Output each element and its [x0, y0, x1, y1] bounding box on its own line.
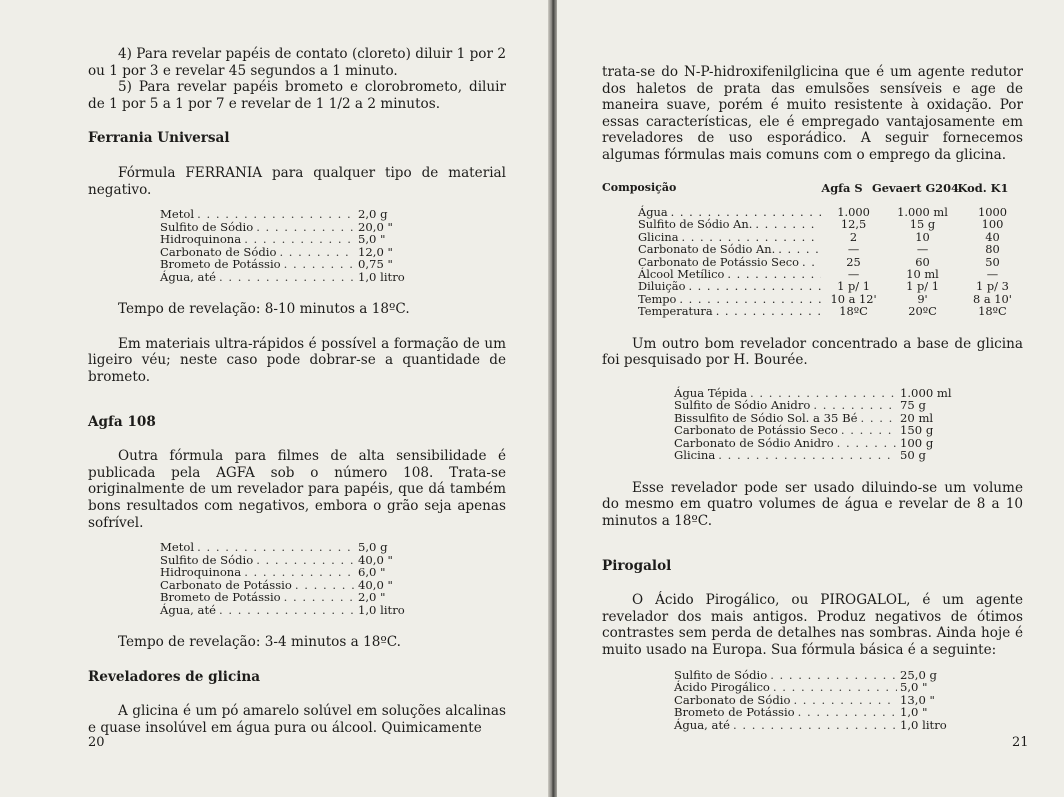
amount: 20 ml [900, 410, 934, 425]
paragraph: Um outro bom revelador concentrado a base de glicina foi pesquisado por H. Bourée. [602, 335, 1023, 369]
paragraph: 5) Para revelar papéis brometo e clorobrometo, diluir de 1 por 5 a 1 por 7 e revelar de 1 1/2 a 2 minutos. [88, 79, 506, 112]
book-gutter [548, 0, 557, 797]
cell: 10 a 12' [830, 291, 877, 306]
ingredient: Carbonato de Potássio [160, 577, 292, 592]
cell: 20ºC [908, 304, 937, 319]
cell: — [986, 267, 999, 281]
right-page-text [602, 64, 1023, 731]
amount: 13,0 " [900, 692, 935, 707]
formula-row [160, 591, 410, 604]
formula-agfa-108 [160, 541, 410, 616]
ingredient: Carbonato de Sódio [674, 692, 791, 707]
paragraph: O Ácido Pirogálico, ou PIROGALOL, é um agente revelador dos mais antigos. Produz negativos de ótimos contrastes sem perda de detalhes nas sombras. Ainda hoje é muito usado na Europa. Sua fórmula básica é a seguinte: [602, 592, 1023, 658]
cell: 1 p/ 3 [976, 279, 1009, 294]
paragraph: A glicina é um pó amarelo solúvel em soluções alcalinas e quase insolúvel em água pura ou álcool. Quimicamente [88, 703, 506, 736]
cell: 1.000 [837, 204, 870, 219]
composition-header [602, 182, 1023, 194]
paragraph: trata-se do N-P-hidroxifenilglicina que é um agente redutor dos haletos de prata das emulsões sensíveis e age de maneira suave, porém é muito resistente à oxidação. Por essas características, ele é empregado vantajosamente em reveladores de uso esporádico. A seguir fornecemos algumas fórmulas mais comuns com o emprego da glicina. [602, 64, 1023, 163]
ingredient: Água, até [160, 269, 216, 284]
amount: 75 g [900, 398, 926, 413]
cell: 8 a 10' [973, 291, 1012, 306]
ingredient: Hidroquinona [160, 565, 242, 580]
amount: 6,0 " [358, 565, 386, 580]
amount: 1,0 litro [900, 717, 947, 732]
amount: 5,0 " [900, 680, 928, 695]
paragraph: Tempo de revelação: 8-10 minutos a 18ºC. [118, 301, 410, 318]
cell: 60 [915, 254, 930, 269]
cell: 10 ml [906, 267, 939, 281]
ingredient: Água, até [674, 717, 730, 732]
section-heading: Ferrania Universal [88, 130, 230, 147]
amount: 1,0 " [900, 705, 928, 720]
cell: 1.000 ml [897, 204, 948, 219]
amount: 40,0 " [358, 577, 393, 592]
ingredient: Sulfito de Sódio [674, 667, 768, 682]
cell: 10 [915, 229, 930, 244]
amount: 2,0 " [358, 590, 386, 605]
amount: 150 g [900, 423, 934, 438]
amount: 100 g [900, 435, 934, 450]
table-row [638, 243, 1023, 255]
formula-row [160, 233, 410, 246]
formula-row [674, 681, 952, 694]
amount: 20,0 " [358, 219, 393, 234]
cell: 12,5 [840, 217, 867, 232]
formula-row [160, 604, 410, 617]
paragraph: Esse revelador pode ser usado diluindo-se um volume do mesmo em quatro volumes de água e revelar de 8 a 10 minutos a 18ºC. [602, 479, 1023, 529]
page-number: 20 [88, 735, 105, 750]
cell: 1000 [977, 204, 1007, 219]
ingredient: Metol [160, 540, 195, 555]
cell: 2 [849, 229, 858, 244]
amount: 1.000 ml [900, 385, 952, 400]
formula-row [674, 706, 952, 719]
amount: 5,0 g [358, 540, 388, 555]
cell: 80 [985, 242, 1000, 257]
table-row [638, 305, 1023, 317]
cell: 9' [917, 291, 928, 306]
cell: 50 [985, 254, 1000, 269]
cell: — [847, 242, 860, 257]
ingredient: Sulfito de Sódio [160, 552, 254, 567]
cell: 15 g [909, 217, 936, 232]
ingredient: Brometo de Potássio [160, 590, 281, 605]
left-page-text [88, 46, 506, 736]
ingredient: Carbonato de Sódio Anidro [674, 435, 834, 450]
paragraph: Em materiais ultra-rápidos é possível a formação de um ligeiro véu; neste caso pode dobrar-se a quantidade de brometo. [88, 335, 506, 385]
cell: 1 p/ 1 [906, 279, 939, 294]
ingredient: Diluição [638, 279, 686, 294]
cell: 40 [985, 229, 1000, 244]
amount: 12,0 " [358, 244, 393, 259]
ingredient: Ácido Pirogálico [674, 680, 770, 695]
formula-ferrania [160, 208, 410, 283]
table-row [638, 218, 1023, 230]
ingredient: Glicina [638, 229, 679, 244]
formula-row [160, 258, 410, 271]
ingredient: Água [638, 204, 668, 219]
amount: 1,0 litro [358, 269, 405, 284]
table-row [638, 268, 1023, 280]
formula-row [674, 424, 952, 437]
ingredient: Brometo de Potássio [160, 257, 281, 272]
formula-row [674, 719, 952, 732]
formula-boure [674, 387, 952, 462]
ingredient: Carbonato de Sódio An. [638, 242, 776, 257]
amount: 40,0 " [358, 552, 393, 567]
formula-pirogalol [674, 669, 952, 732]
ingredient: Tempo [638, 291, 677, 306]
ingredient: Brometo de Potássio [674, 705, 795, 720]
paragraph: 4) Para revelar papéis de contato (cloreto) diluir 1 por 2 ou 1 por 3 e revelar 45 segundos a 1 minuto. [88, 46, 506, 79]
page-number: 21 [1012, 735, 1029, 750]
formula-row [674, 449, 952, 462]
ingredient: Glicina [674, 448, 716, 463]
paragraph: Fórmula FERRANIA para qualquer tipo de material negativo. [88, 164, 506, 198]
paragraph: Outra fórmula para filmes de alta sensibilidade é publicada pela AGFA sob o número 108. Trata-se originalmente de um revelador para papéis, que dá também bons resultados com negativos, embora o grão seja apenas sofrível. [88, 448, 506, 531]
cell: 25 [846, 254, 861, 269]
composition-title: Composição [602, 180, 677, 194]
ingredient: Hidroquinona [160, 232, 242, 247]
cell: 18ºC [978, 304, 1007, 319]
formula-row [674, 399, 952, 412]
section-heading: Agfa 108 [88, 413, 156, 430]
cell: — [847, 267, 860, 281]
formula-row [160, 566, 410, 579]
paragraph: Tempo de revelação: 3-4 minutos a 18ºC. [118, 634, 401, 651]
ingredient: Sulfito de Sódio [160, 219, 254, 234]
ingredient: Sulfito de Sódio An. [638, 217, 753, 232]
ingredient: Carbonato de Potássio Seco [674, 423, 838, 438]
ingredient: Metol [160, 207, 195, 222]
ingredient: Água Tépida [674, 385, 748, 400]
column-header: Gevaert G204 [872, 180, 959, 195]
column-header: Kod. K1 [957, 180, 1009, 195]
ingredient: Bissulfito de Sódio Sol. a 35 Bé [674, 410, 858, 425]
amount: 2,0 g [358, 207, 388, 222]
column-header: Agfa S [821, 180, 863, 195]
ingredient: Água, até [160, 602, 216, 617]
amount: 50 g [900, 448, 926, 463]
ingredient: Temperatura [638, 304, 713, 319]
formula-row [160, 208, 410, 221]
ingredient: Carbonato de Potássio Seco [638, 254, 799, 269]
formula-row [160, 271, 410, 284]
ingredient: Sulfito de Sódio Anidro [674, 398, 811, 413]
amount: 1,0 litro [358, 602, 405, 617]
ingredient: Carbonato de Sódio [160, 244, 277, 259]
cell: — [916, 242, 929, 257]
ingredient: Álcool Metílico [638, 267, 725, 281]
amount: 5,0 " [358, 232, 386, 247]
cell: 100 [981, 217, 1004, 232]
cell: 1 p/ 1 [837, 279, 870, 294]
section-heading: Reveladores de glicina [88, 668, 261, 685]
section-heading: Pirogalol [602, 557, 672, 574]
composition-table [602, 182, 1023, 318]
amount: 25,0 g [900, 667, 937, 682]
cell: 18ºC [839, 304, 868, 319]
formula-row [160, 541, 410, 554]
table-row [638, 280, 1023, 292]
amount: 0,75 " [358, 257, 393, 272]
